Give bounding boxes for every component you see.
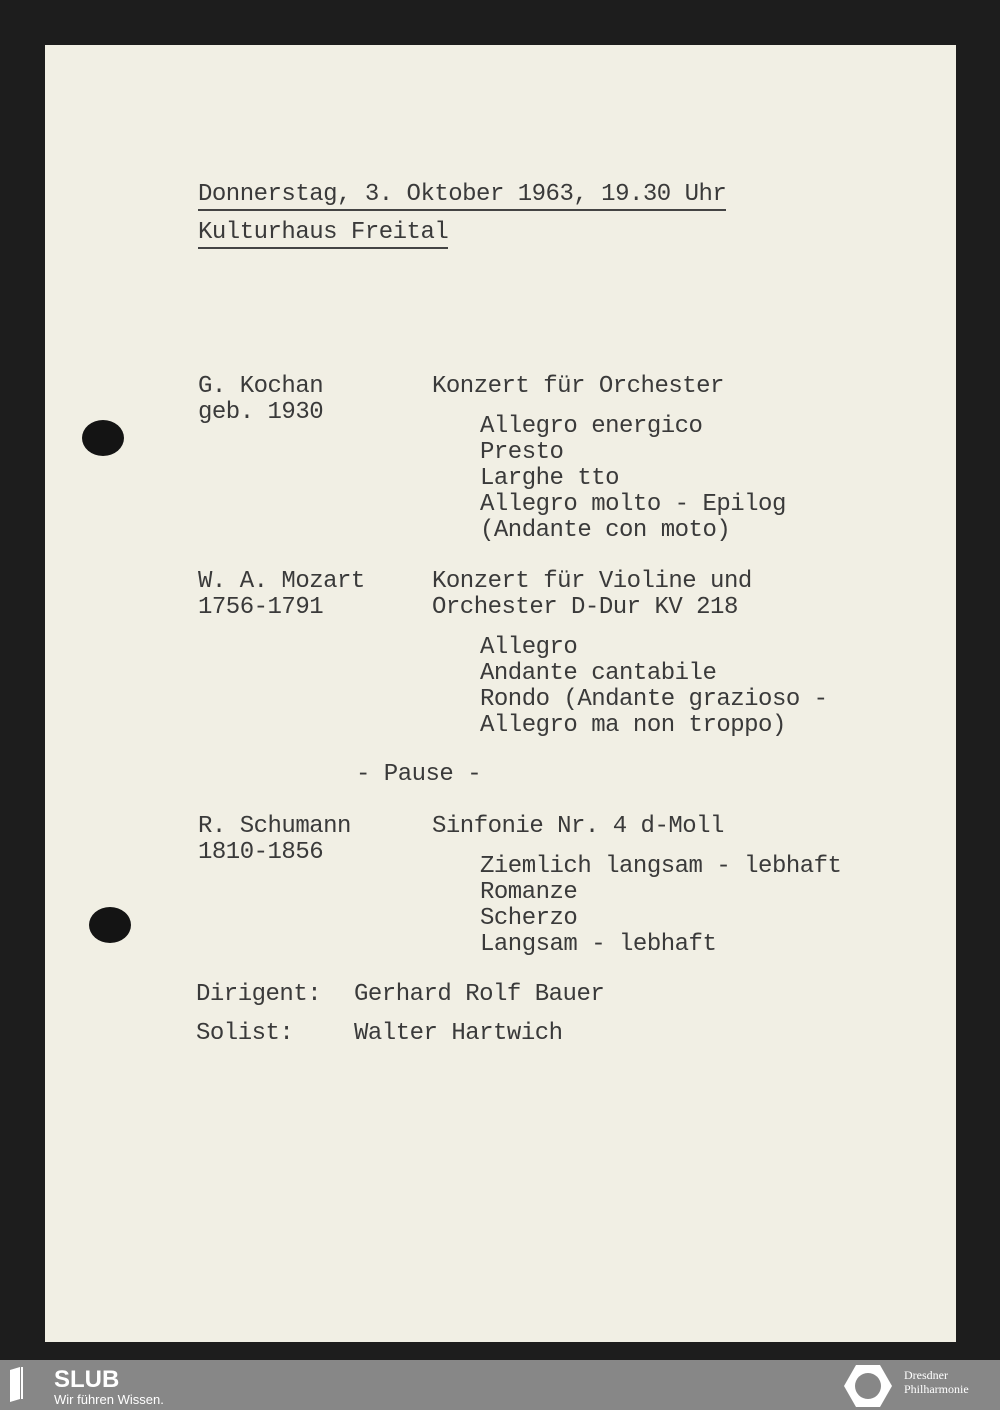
composer: W. A. Mozart bbox=[198, 568, 365, 595]
work-title: Konzert für Violine und bbox=[432, 568, 752, 595]
movement: Andante cantabile bbox=[480, 660, 717, 687]
composer: G. Kochan bbox=[198, 373, 324, 400]
philharmonie-line1: Dresdner bbox=[904, 1368, 948, 1382]
soloist-label: Solist: bbox=[196, 1020, 294, 1047]
movement: Allegro energico bbox=[480, 413, 703, 440]
punch-hole bbox=[82, 420, 124, 456]
composer: R. Schumann bbox=[198, 813, 351, 840]
movement: (Andante con moto) bbox=[480, 517, 731, 544]
movement: Scherzo bbox=[480, 905, 578, 932]
composer-dates: 1756-1791 bbox=[198, 594, 324, 621]
movement: Romanze bbox=[480, 879, 578, 906]
work-title: Sinfonie Nr. 4 d-Moll bbox=[432, 813, 724, 840]
header-date: Donnerstag, 3. Oktober 1963, 19.30 Uhr bbox=[198, 182, 726, 211]
work-title: Konzert für Orchester bbox=[432, 373, 724, 400]
slub-tagline: Wir führen Wissen. bbox=[54, 1392, 164, 1407]
pause: - Pause - bbox=[356, 761, 482, 788]
composer-dates: geb. 1930 bbox=[198, 399, 324, 426]
movement: Larghe tto bbox=[480, 465, 620, 492]
conductor-name: Gerhard Rolf Bauer bbox=[354, 981, 605, 1008]
movement: Langsam - lebhaft bbox=[480, 931, 717, 958]
philharmonie-name bbox=[904, 1368, 969, 1396]
footer-bar bbox=[0, 1360, 1000, 1410]
soloist-name: Walter Hartwich bbox=[354, 1020, 563, 1047]
punch-hole bbox=[89, 907, 131, 943]
work-title: Orchester D-Dur KV 218 bbox=[432, 594, 738, 621]
movement: Allegro ma non troppo) bbox=[480, 712, 786, 739]
composer-dates: 1810-1856 bbox=[198, 839, 324, 866]
philharmonie-line2: Philharmonie bbox=[904, 1382, 969, 1396]
movement: Allegro molto - Epilog bbox=[480, 491, 786, 518]
movement: Rondo (Andante grazioso - bbox=[480, 686, 828, 713]
conductor-label: Dirigent: bbox=[196, 981, 322, 1008]
header-venue: Kulturhaus Freital bbox=[198, 220, 448, 249]
book-icon bbox=[8, 1366, 24, 1402]
philharmonie-logo-icon bbox=[842, 1363, 894, 1409]
movement: Allegro bbox=[480, 634, 578, 661]
slub-logo-text: SLUB bbox=[54, 1366, 120, 1393]
movement: Presto bbox=[480, 439, 564, 466]
movement: Ziemlich langsam - lebhaft bbox=[480, 853, 842, 880]
